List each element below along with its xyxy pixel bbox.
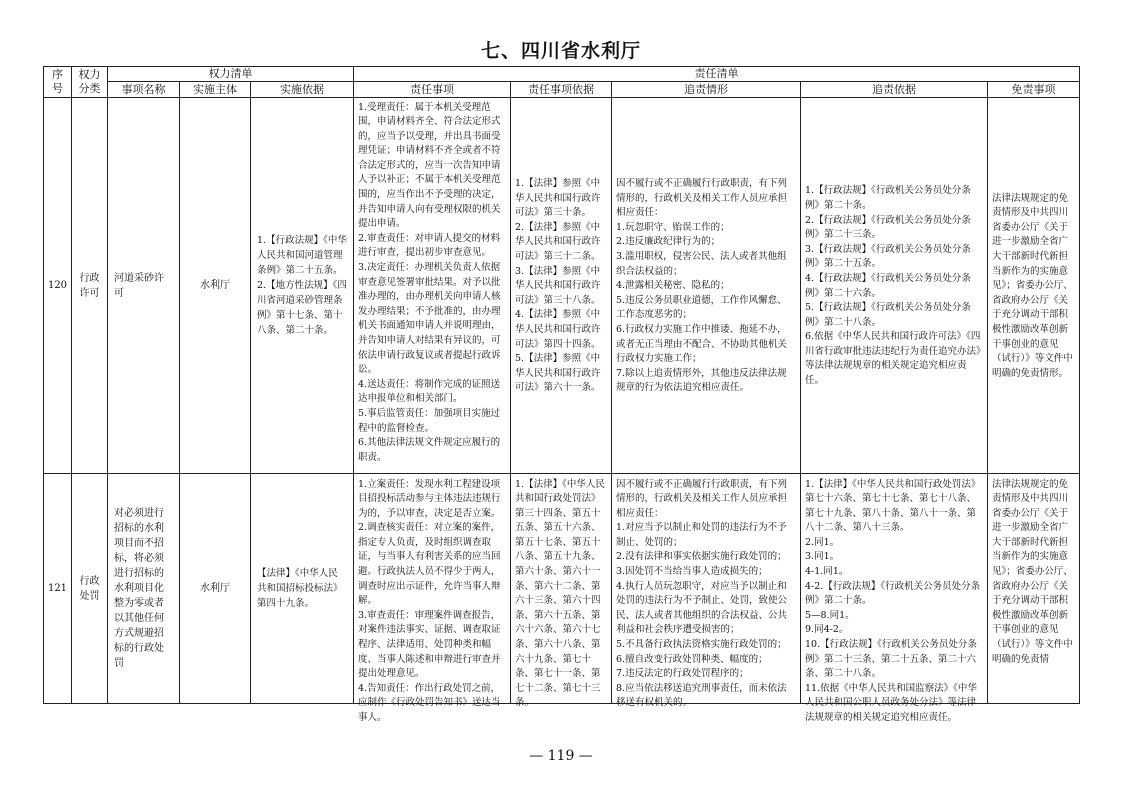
exemption-line: 法律法规规定的免责情形及中共四川省委办公厅《关于进一步激励全省广大干部新时代新担当新作为的实施意见》；省委办公厅、省政府办公厅《关于充分调动干部积极性激励改革创新干事创业的意见（试行）》等文件中明确的免责情 [992,478,1073,665]
header-seq [44,67,72,98]
accountability-basis-line: 3.【行政法规】《行政机关公务员处分条例》第二十五条。 [805,243,971,270]
accountability-basis-line: 10.【行政法规】《行政机关公务员处分条例》第二十三条、第二十五条、第二十六条、第二十八条。 [805,639,977,680]
accountability-line: 1.玩忽职守、贻误工作的； [616,221,730,233]
header-category-line: 分类 [78,82,101,95]
resp-item-line: 4.送达责任：将制作完成的证照送达申报单位和相关部门。 [358,378,501,405]
row-accountability [612,98,801,474]
accountability-basis-line: 11.依据《中华人民共和国监察法》《中华人民共和国公职人员政务处分法》等法律法规规章的相关规定追究相应责任。 [805,682,977,723]
header-seq-line: 序 [52,68,63,81]
accountability-basis-line: 4-1.同1。 [805,566,849,578]
row-category-line: 处罚 [79,590,100,602]
accountability-line: 7.违反法定的行政处罚程序的； [616,668,749,680]
accountability-line: 2.没有法律和事实依据实施行政处罚的； [616,551,787,563]
table-row [44,98,1080,474]
accountability-basis-line: 1.【行政法规】《行政机关公务员处分条例》第二十条。 [805,185,971,211]
accountability-line: 因不履行或不正确履行行政职责，有下列情形的，行政机关及相关工作人员应承担相应责任： [616,478,788,519]
accountability-line: 7.除以上追责情形外，其他违反法律法规规章的行为依法追究相应责任。 [616,367,787,394]
accountability-line: 3.因处罚不当给当事人造成损失的； [616,566,768,578]
basis-line: 1.【行政法规】《中华人民共和国河道管理条例》第二十五条。 [257,235,347,276]
row-subject: 水利厅 [180,474,251,704]
row-number: 120 [44,98,72,474]
accountability-basis-line: 5.【行政法规】《行政机关公务员处分条例》第二十八条。 [805,302,971,328]
accountability-basis-line: 5—8.同1。 [805,609,855,621]
accountability-line: 5.不具备行政执法资格实施行政处罚的； [616,639,787,651]
accountability-basis-line: 6.依据《中华人民共和国行政许可法》《四川省行政审批违法违纪行为责任追究办法》等法律法规规章的相关规定追究相应责任。 [805,331,981,387]
header-accountability-basis: 追责依据 [801,82,988,98]
resp-item-line: 1.立案责任：发现水利工程建设项目招投标活动参与主体违法违规行为的，予以审查，决定是否立案。 [358,478,501,519]
resp-item-line: 2.审查责任：对申请人提交的材料进行审查，提出初步审查意见。 [358,232,501,259]
resp-basis-line: 1.【法律】《中华人民共和国行政处罚法》第三十四条、第五十五条、第五十六条、第五十七条、第五十八条、第五十九条、第六十条、第六十一条、第六十二条、第六十三条、第六十四条、第六十五条、第六十六条、第六十七条、第六十八条、第六十九条、第七十条、第七十一条、第七十二条、第七十三条。 [515,478,605,709]
row-accountability [612,474,801,709]
accountability-basis-line: 9.同4-2。 [805,624,849,636]
row-exemption: 法律法规规定的免责情形及中共四川省委办公厅《关于进一步激励全省广大干部新时代新担当新作为的实施意见》；省委办公厅、省政府办公厅《关于充分调动干部积极性激励改革创新干事创业的意见（试行）》等文件中明确的免责情形。 [988,98,1080,474]
header-item-name: 事项名称 [108,82,180,98]
row-basis [251,98,354,474]
header-category-line: 权力 [78,68,101,81]
row-number: 121 [44,474,72,704]
row-category-line: 许可 [79,287,100,299]
resp-basis-line: 4.【法律】参照《中华人民共和国行政许可法》第四十四条。 [515,309,601,350]
page-number: — 119 — [529,748,593,764]
row-resp-items [354,474,511,723]
accountability-line: 4.执行人员玩忽职守，对应当予以制止和处罚的违法行为不予制止、处罚，致使公民、法人或者其他组织的合法权益、公共利益和社会秩序遭受损害的； [616,580,788,636]
accountability-line: 6.行政权力实施工作中推诿、拖延不办，或者无正当理由不配合、不协助其他机关行政权力实施工作； [616,323,788,365]
resp-item-line: 3.决定责任：办理机关负责人依据审查意见签署审批结果。对予以批准办理的，由办理机关向申请人核发办理结果；不予批准的，由办理机关书面通知申请人并说明理由，并告知申请人对结果有异议的，可依法申请行政复议或者提起行政诉讼。 [358,262,501,376]
row-item-name: 对必须进行招标的水利项目而不招标，将必须进行招标的水利项目化整为零或者以其他任何方式规避招标的行政处罚 [108,474,180,704]
accountability-basis-line: 1.【法律】《中华人民共和国行政处罚法》第七十六条、第七十七条、第七十八条、第七十九条、第八十条、第八十一条、第八十二条、第八十三条。 [805,478,981,534]
accountability-line: 因不履行或不正确履行行政职责，有下列情形的，行政机关及相关工作人员应承担相应责任： [616,178,788,219]
row-category-line: 行政 [79,575,100,587]
accountability-basis-line: 2.【行政法规】《行政机关公务员处分条例》第二十三条。 [805,214,971,241]
accountability-line: 5.违反公务员职业道德，工作作风懈怠、工作态度恶劣的； [616,294,787,321]
row-item-name: 河道采砂许可 [108,98,180,474]
resp-item-line: 6.其他法律法规文件规定应履行的职责。 [358,437,501,463]
accountability-basis-line: 3.同1。 [805,551,840,563]
header-exemption: 免责事项 [988,82,1080,98]
row-subject: 水利厅 [180,98,251,474]
resp-item-line: 1.受理责任：属于本机关受理范围，申请材料齐全、符合法定形式的，应当予以受理，并出具书面受理凭证；申请材料不齐全或者不符合法定形式的，应当一次告知申请人予以补正；不属于本机关受理范围的，应当作出不予受理的决定，并告知申请人向有受理权限的机关提出申请。 [358,101,501,230]
resp-item-line: 5.事后监管责任：加强项目实施过程中的监督检查。 [358,407,501,434]
row-category-line: 行政 [79,272,100,284]
resp-item-line: 2.调查核实责任：对立案的案件，指定专人负责，及时组织调查取证，与当事人有利害关系的应当回避。行政执法人员不得少于两人，调查时应出示证件，允许当事人辩解。 [358,522,501,607]
basis-line: 2.【地方性法规】《四川省河道采砂管理条例》第十七条、第十八条、第二十条。 [257,280,347,336]
header-resp-items: 责任事项 [354,82,511,98]
accountability-line: 1.对应当予以制止和处罚的违法行为不予制止、处罚的； [616,522,787,548]
row-resp-basis [511,98,612,474]
responsibility-table [43,66,1080,723]
resp-basis-line: 2.【法律】参照《中华人民共和国行政许可法》第三十二条。 [515,221,601,263]
row-resp-basis [511,474,612,709]
accountability-line: 4.泄露相关秘密、隐私的； [616,280,730,292]
resp-item-line: 4.告知责任：作出行政处罚之前，应制作《行政处罚告知书》送达当事人。 [358,682,501,723]
accountability-basis-line: 4-2.【行政法规】《行政机关公务员处分条例》第二十条。 [805,580,981,607]
row-exemption [988,474,1080,704]
header-power-list: 权力清单 [108,67,354,82]
row-category [72,98,108,474]
header-subject: 实施主体 [180,82,251,98]
accountability-basis-line: 4.【行政法规】《行政机关公务员处分条例》第二十六条。 [805,272,971,299]
page-title: 七、四川省水利厅 [480,40,641,62]
header-category [72,67,108,98]
header-responsibility-list: 责任清单 [354,67,1080,82]
accountability-line: 2.违反廉政纪律行为的； [616,236,721,248]
header-seq-line: 号 [52,82,63,95]
resp-basis-line: 3.【法律】参照《中华人民共和国行政许可法》第三十八条。 [515,265,601,306]
row-basis: 【法律】《中华人民共和国招标投标法》第四十九条。 [251,474,354,704]
resp-item-line: 3.审查责任：审理案件调查报告，对案件违法事实、证据、调查取证程序、法律适用、处罚种类和幅度、当事人陈述和申辩进行审查并提出处理意见。 [358,609,501,680]
header-accountability: 追责情形 [612,82,801,98]
row-accountability-basis [801,98,988,474]
header-resp-basis: 责任事项依据 [511,82,612,98]
accountability-line: 6.擅自改变行政处罚种类、幅度的； [616,653,768,665]
accountability-line: 8.应当依法移送追究刑事责任，而未依法移送有权机关的。 [616,682,787,709]
accountability-line: 3.滥用职权，侵害公民、法人或者其他组织合法权益的； [616,251,787,277]
resp-basis-line: 5.【法律】参照《中华人民共和国行政许可法》第六十一条。 [515,353,601,394]
row-resp-items [354,98,511,474]
table-row [44,474,1080,704]
row-category [72,474,108,704]
resp-basis-line: 1.【法律】参照《中华人民共和国行政许可法》第三十条。 [515,178,601,219]
row-accountability-basis [801,474,988,723]
header-basis: 实施依据 [251,82,354,98]
accountability-basis-line: 2.同1。 [805,536,840,548]
